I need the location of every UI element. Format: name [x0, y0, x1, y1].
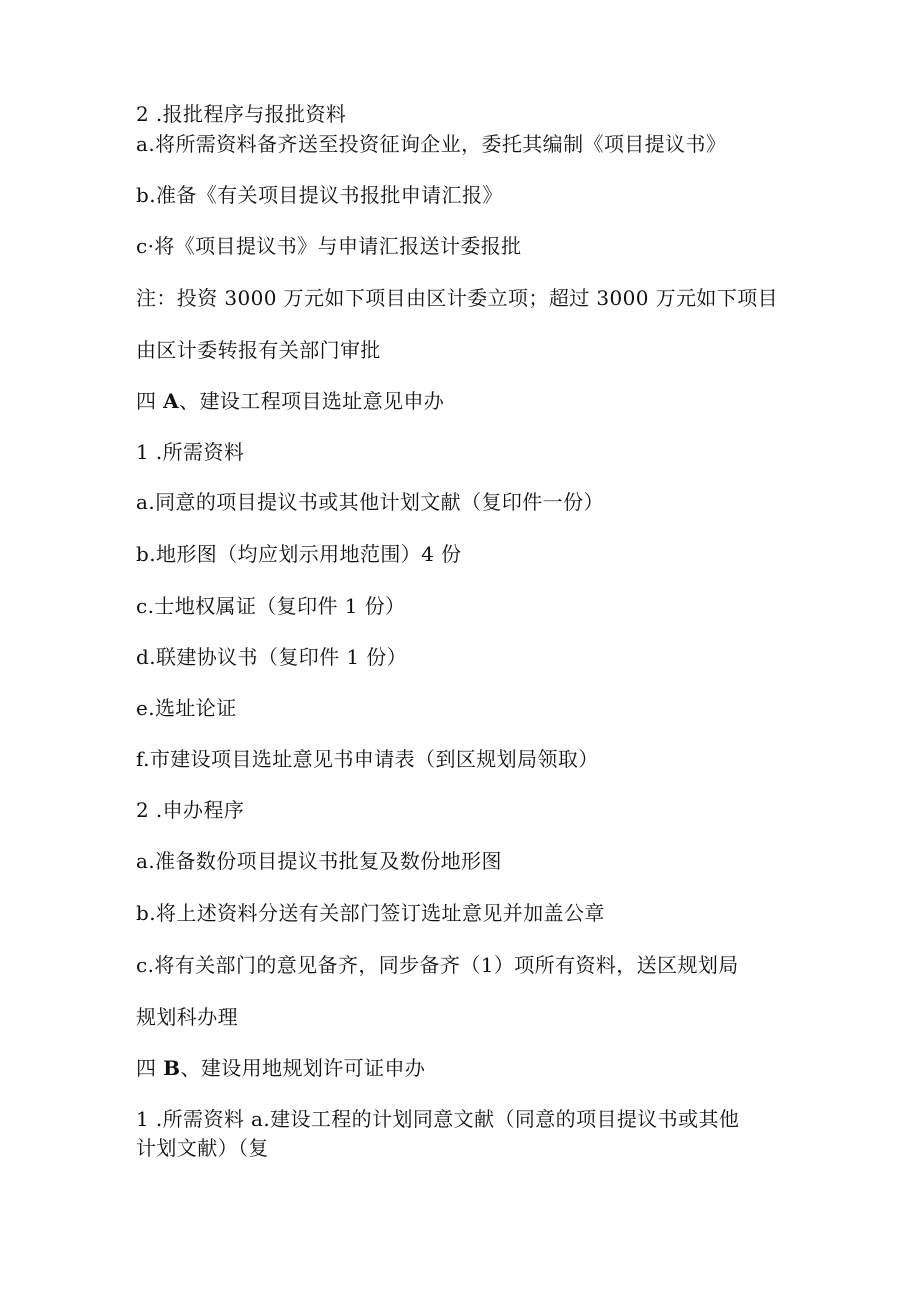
- procedure-a: a.准备数份项目提议书批复及数份地形图: [136, 849, 502, 873]
- note-line-2: 由区计委转报有关部门审批: [136, 338, 381, 362]
- material-e: e.选址论证: [136, 696, 237, 720]
- section-2-procedure-heading: 2 .申办程序: [136, 798, 245, 822]
- material-d: d.联建协议书（复印件 1 份）: [136, 645, 407, 669]
- procedure-c-line-1: c.将有关部门的意见备齐，同步备齐（1）项所有资料，送区规划局: [136, 953, 739, 977]
- material-f: f.市建设项目选址意见书申请表（到区规划局领取）: [136, 747, 599, 771]
- procedure-b: b.将上述资料分送有关部门签订选址意见并加盖公章: [136, 901, 605, 925]
- heading-4b-title: 、建设用地规划许可证申办: [180, 1056, 426, 1080]
- step-c-text: c·将《项目提议书》与申请汇报送计委报批: [136, 234, 522, 258]
- heading-4b-prefix: 四: [136, 1056, 164, 1080]
- material-a: a.同意的项目提议书或其他计划文献（复印件一份）: [136, 490, 604, 514]
- procedure-c-line-2: 规划科办理: [136, 1005, 238, 1029]
- heading-4a-prefix: 四: [136, 389, 164, 413]
- heading-4a-title: 、建设工程项目选址意见申办: [179, 389, 445, 413]
- step-b-text: b.准备《有关项目提议书报批申请汇报》: [136, 183, 503, 207]
- material-b: b.地形图（均应划示用地范围）4 份: [136, 542, 462, 566]
- heading-4b-letter: B: [163, 1056, 181, 1080]
- section-1-heading: 1 .所需资料: [136, 440, 245, 464]
- heading-4a: [136, 389, 444, 413]
- section-2-heading: 2 .报批程序与报批资料: [136, 102, 347, 126]
- section-1-materials-line-2: 计划文献）（复: [136, 1136, 269, 1160]
- note-line-1: 注：投资 3000 万元如下项目由区计委立项；超过 3000 万元如下项目: [136, 286, 779, 310]
- step-a-text: a.将所需资料备齐送至投资征询企业，委托其编制《项目提议书》: [136, 132, 727, 156]
- section-1-materials-line-1: 1 .所需资料 a.建设工程的计划同意文献（同意的项目提议书或其他: [136, 1107, 740, 1131]
- material-c: c.士地权属证（复印件 1 份）: [136, 594, 406, 618]
- heading-4b: [136, 1056, 425, 1080]
- heading-4a-letter: A: [163, 389, 180, 413]
